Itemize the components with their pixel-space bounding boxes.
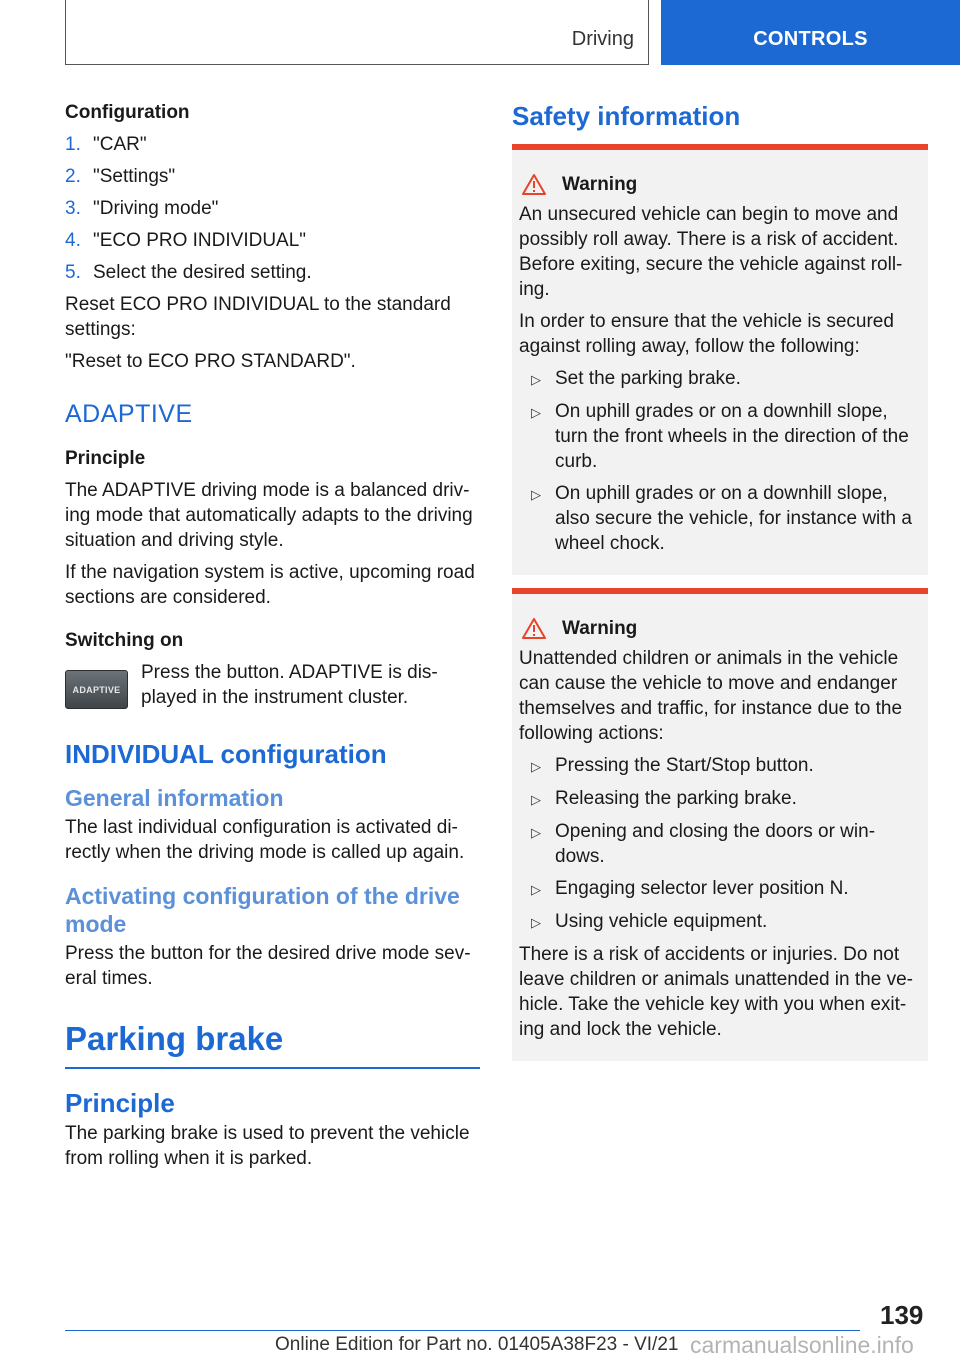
- list-item: [65, 228, 480, 253]
- header-section-label: Driving: [571, 28, 634, 50]
- bullet-triangle-icon: ▷: [531, 792, 541, 807]
- safety-information-heading: Safety information: [512, 101, 741, 131]
- adaptive-button-label: ADAPTIVE: [72, 684, 121, 695]
- general-information-text: The last individual configuration is activated di‐ rectly when the driving mode is called up again.: [65, 817, 465, 863]
- list-item-text: On uphill grades or on a downhill slope, turn the front wheels in the direction of the curb.: [555, 401, 909, 472]
- step-text: "CAR": [93, 134, 147, 155]
- configuration-steps: [65, 132, 480, 285]
- warning-triangle-icon: [522, 617, 546, 641]
- bullet-triangle-icon: ▷: [531, 759, 541, 774]
- activating-configuration-heading: Activating configuration of the drive mode: [65, 883, 460, 937]
- bullet-triangle-icon: ▷: [531, 915, 541, 930]
- list-item: [65, 196, 480, 221]
- warning-paragraph: There is a risk of accidents or injuries. Do not leave children or animals unattended in the ve‐ hicle. Take the vehicle key with you when exit‐ ing and lock the vehicle.: [519, 944, 913, 1040]
- list-item: [65, 132, 480, 157]
- list-item: [531, 876, 921, 902]
- step-number: 2.: [65, 166, 81, 187]
- list-item-text: Opening and closing the doors or win‐ dows.: [555, 821, 876, 867]
- list-item-text: Engaging selector lever position N.: [555, 878, 849, 899]
- parking-brake-heading: Parking brake: [65, 1020, 284, 1057]
- warning-box-1: [512, 144, 928, 575]
- switching-on-heading: Switching on: [65, 630, 184, 651]
- section-rule: [65, 1067, 480, 1069]
- list-item-text: Set the parking brake.: [555, 368, 741, 389]
- list-item: [531, 786, 921, 812]
- list-item: [531, 819, 921, 869]
- adaptive-button-image: [65, 670, 128, 709]
- switching-on-text: Press the button. ADAPTIVE is dis‐ played in the instrument cluster.: [141, 662, 438, 708]
- configuration-heading: Configuration: [65, 102, 190, 123]
- warning-header: [519, 616, 921, 641]
- bullet-triangle-icon: ▷: [531, 487, 541, 502]
- warning-box-2: [512, 588, 928, 1061]
- step-text: "Settings": [93, 166, 176, 187]
- step-text: "ECO PRO INDIVIDUAL": [93, 230, 307, 251]
- warning-title: Warning: [562, 618, 638, 639]
- warning-list: [531, 753, 921, 935]
- footer-rule: [65, 1330, 860, 1331]
- header-section-box: [65, 0, 649, 65]
- list-item-text: Using vehicle equipment.: [555, 911, 768, 932]
- principle-heading: Principle: [65, 448, 146, 469]
- parking-principle-heading: Principle: [65, 1088, 175, 1118]
- principle-paragraph-1: The ADAPTIVE driving mode is a balanced driv‐ ing mode that automatically adapts to the driving situation and driving style.: [65, 480, 473, 551]
- list-item: [531, 399, 921, 474]
- warning-paragraph: Unattended children or animals in the vehicle can cause the vehicle to move and endanger themselves and traffic, for instance due to the following actions:: [519, 648, 903, 744]
- list-item: [65, 164, 480, 189]
- step-number: 3.: [65, 198, 81, 219]
- right-column: [512, 100, 928, 1074]
- list-item: [531, 481, 921, 556]
- warning-triangle-icon: [522, 173, 546, 197]
- reset-value: "Reset to ECO PRO STANDARD".: [65, 351, 356, 372]
- footer-edition: Online Edition for Part no. 01405A38F23 - VI/21: [275, 1334, 679, 1355]
- principle-paragraph-2: If the navigation system is active, upcoming road sections are considered.: [65, 562, 475, 608]
- warning-header: [519, 172, 921, 197]
- list-item: [531, 366, 921, 392]
- activating-configuration-text: Press the button for the desired drive mode sev‐ eral times.: [65, 943, 471, 989]
- reset-text: Reset ECO PRO INDIVIDUAL to the standard settings:: [65, 294, 451, 340]
- switching-on-row: [65, 660, 480, 710]
- step-text: Select the desired setting.: [93, 262, 312, 283]
- bullet-triangle-icon: ▷: [531, 405, 541, 420]
- warning-paragraph: In order to ensure that the vehicle is secured against rolling away, follow the following:: [519, 311, 894, 357]
- step-number: 4.: [65, 230, 81, 251]
- bullet-triangle-icon: ▷: [531, 372, 541, 387]
- warning-paragraph: An unsecured vehicle can begin to move and possibly roll away. There is a risk of accident. Before exiting, secure the vehicle against roll‐ ing.: [519, 204, 903, 300]
- parking-principle-text: The parking brake is used to prevent the vehicle from rolling when it is parked.: [65, 1123, 470, 1169]
- list-item-text: Releasing the parking brake.: [555, 788, 797, 809]
- step-number: 5.: [65, 262, 81, 283]
- warning-list: [531, 366, 921, 556]
- page-number: 139: [880, 1300, 924, 1330]
- watermark: carmanualsonline.info: [690, 1332, 914, 1358]
- general-information-heading: General information: [65, 785, 284, 811]
- bullet-triangle-icon: ▷: [531, 825, 541, 840]
- step-number: 1.: [65, 134, 81, 155]
- header-chapter-tab: [661, 0, 960, 65]
- list-item-text: Pressing the Start/Stop button.: [555, 755, 814, 776]
- step-text: "Driving mode": [93, 198, 219, 219]
- list-item: [531, 753, 921, 779]
- list-item: [531, 909, 921, 935]
- list-item: [65, 260, 480, 285]
- left-column: [65, 100, 480, 1178]
- list-item-text: On uphill grades or on a downhill slope, also secure the vehicle, for instance with a wheel chock.: [555, 483, 912, 554]
- individual-configuration-heading: INDIVIDUAL configuration: [65, 739, 387, 769]
- warning-title: Warning: [562, 174, 638, 195]
- adaptive-heading: ADAPTIVE: [65, 400, 193, 428]
- header-chapter-label: CONTROLS: [753, 28, 868, 50]
- bullet-triangle-icon: ▷: [531, 882, 541, 897]
